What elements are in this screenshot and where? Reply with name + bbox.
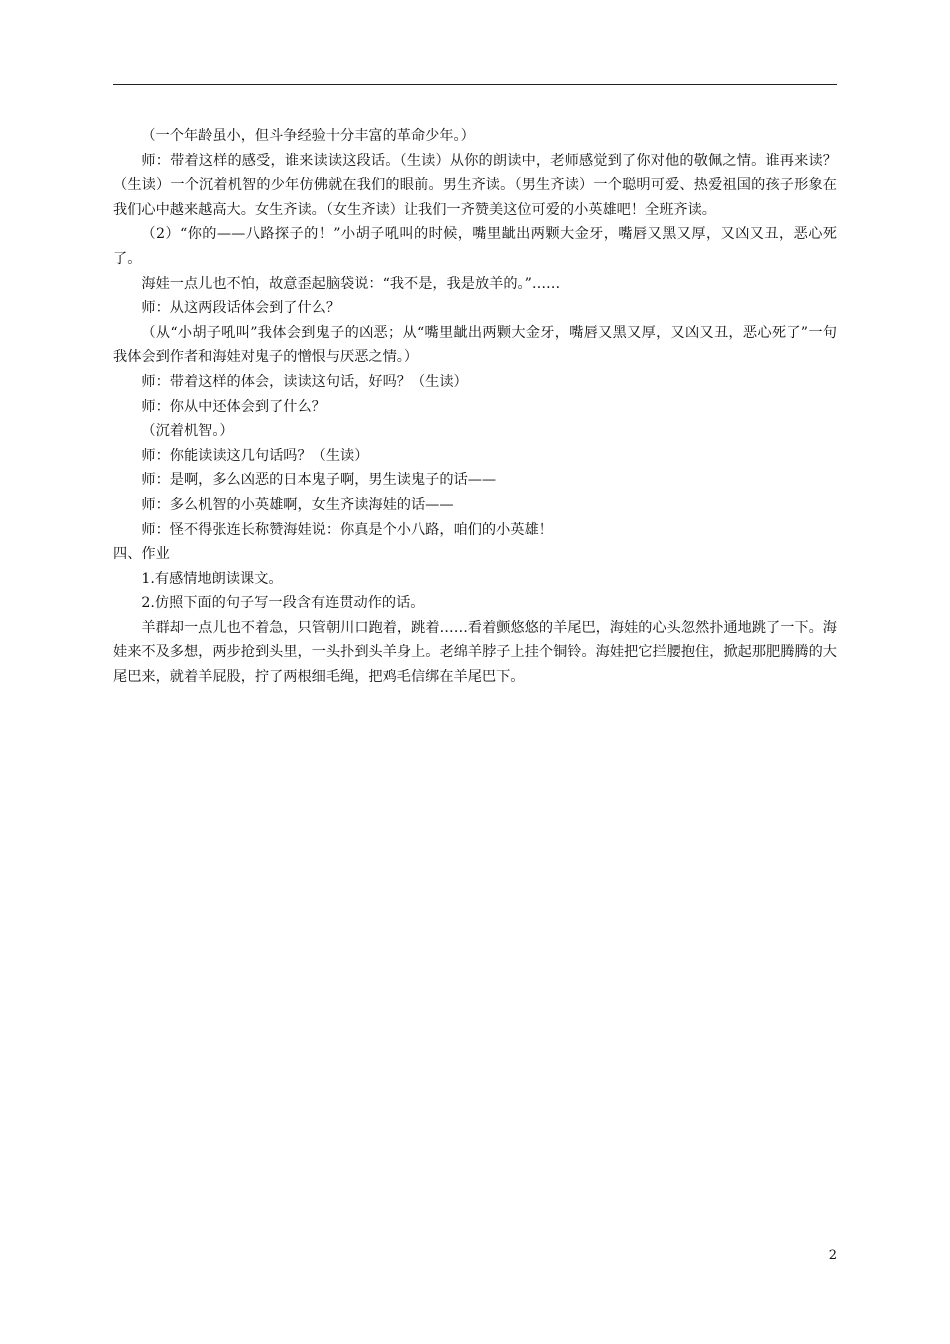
paragraph-student-answer: （从“小胡子吼叫”我体会到鬼子的凶恶；从“嘴里龇出两颗大金牙，嘴唇又黑又厚，又凶又丑，恶心死了”一句我体会到作者和海娃对鬼子的憎恨与厌恶之情。） xyxy=(113,324,837,366)
page-number: 2 xyxy=(828,1248,837,1263)
paragraph-quote-2: （2）“你的——八路探子的！”小胡子吼叫的时候，嘴里龇出两颗大金牙，嘴唇又黑又厚，又凶又丑，恶心死了。 xyxy=(113,226,837,267)
paragraph-teacher-question: 师：从这两段话体会到了什么？ xyxy=(141,300,341,317)
homework-example-passage: 羊群却一点儿也不着急，只管朝川口跑着，跳着……看着颤悠悠的羊尾巴，海娃的心头忽然扑通地跳了一下。海娃来不及多想，两步抢到头里，一头扑到头羊身上。老绵羊脖子上挂个铜铃。海娃把它拦腰抱住，掀起那肥腾腾的大尾巴来，就着羊屁股，拧了两根细毛绳，把鸡毛信绑在羊尾巴下。 xyxy=(113,619,837,686)
paragraph-girls-read: 师：多么机智的小英雄啊，女生齐读海娃的话—— xyxy=(141,496,454,513)
paragraph-teacher-reading: 师：带着这样的感受，谁来读读这段话。（生读）从你的朗读中，老师感觉到了你对他的敬佩之情。谁再来读？（生读）一个沉着机智的少年仿佛就在我们的眼前。男生齐读。（男生齐读）一个聪明可爱、热爱祖国的孩子形象在我们心中越来越高大。女生齐读。（女生齐读）让我们一齐赞美这位可爱的小英雄吧！全班齐读。 xyxy=(113,152,837,218)
paragraph-boys-read: 师：是啊，多么凶恶的日本鬼子啊，男生读鬼子的话—— xyxy=(141,472,497,489)
homework-item-2: 2.仿照下面的句子写一段含有连贯动作的话。 xyxy=(141,595,425,612)
paragraph-teacher-invite: 师：你能读读这几句话吗？（生读） xyxy=(141,447,369,464)
document-body xyxy=(113,124,837,690)
paragraph-teacher-read: 师：带着这样的体会，读读这句话，好吗？（生读） xyxy=(141,373,468,390)
paragraph-haiwa-reply: 海娃一点儿也不怕，故意歪起脑袋说：“我不是，我是放羊的。”…… xyxy=(141,275,561,292)
paragraph-praise: 师：怪不得张连长称赞海娃说：你真是个小八路，咱们的小英雄！ xyxy=(141,521,553,538)
header-rule xyxy=(113,84,837,85)
paragraph-answer-calm: （沉着机智。） xyxy=(141,423,234,440)
homework-item-1: 1.有感情地朗读课文。 xyxy=(141,570,283,587)
section-title-homework: 四、作业 xyxy=(113,546,170,563)
paragraph-answer-1: （一个年龄虽小，但斗争经验十分丰富的革命少年。） xyxy=(141,128,475,144)
paragraph-teacher-ask: 师：你从中还体会到了什么？ xyxy=(141,398,326,415)
